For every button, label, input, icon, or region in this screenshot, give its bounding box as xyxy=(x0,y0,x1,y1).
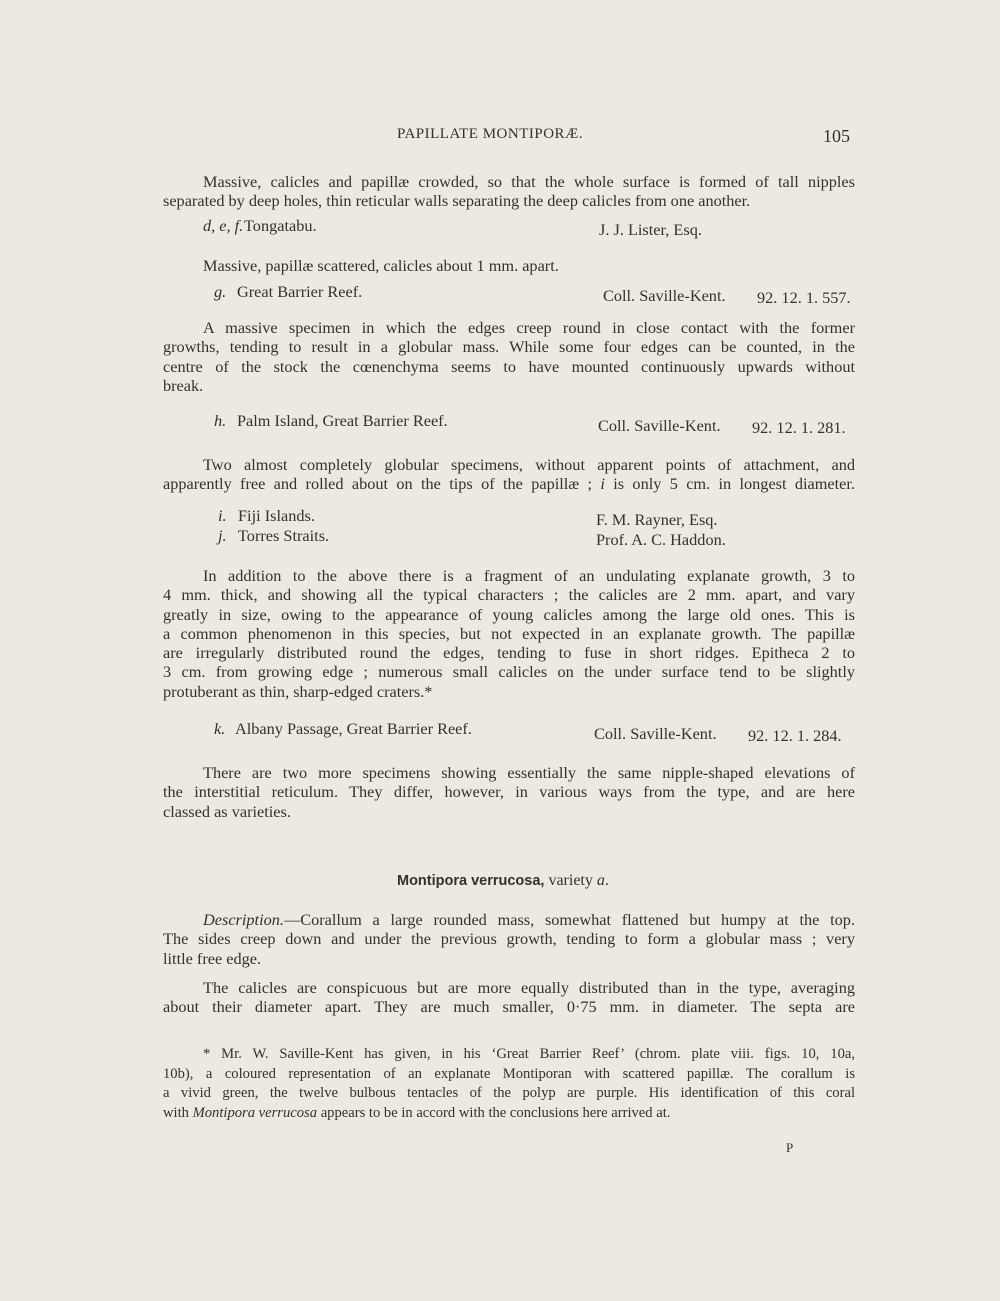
text-line: A massive specimen in which the edges creep round in close contact with the former xyxy=(203,318,855,337)
specimen-def-place: Tongatabu. xyxy=(244,216,317,235)
specimen-g-label: g. xyxy=(214,282,227,301)
specimen-j-label: j. xyxy=(218,526,227,545)
footnote-line: a vivid green, the twelve bulbous tentacles of the polyp are purple. His identification of this coral xyxy=(163,1085,855,1101)
text-line: growths, tending to result in a globular mass. While some four edges can be counted, in the xyxy=(163,337,855,357)
specimen-j-place: Torres Straits. xyxy=(238,526,330,545)
specimen-i-place: Fiji Islands. xyxy=(238,506,315,525)
text-line: The calicles are conspicuous but are more equally distributed than in the type, averaging xyxy=(203,978,855,997)
specimen-k-register: 92. 12. 1. 284. xyxy=(748,726,842,745)
text-line: greatly in size, owing to the appearance of young calicles among the large old ones. This is xyxy=(163,604,855,624)
signature-mark: P xyxy=(786,1140,794,1155)
text-run: —Corallum a large rounded mass, somewhat flattened but humpy at the top. xyxy=(283,910,855,929)
text-line: Two almost completely globular specimens, without apparent points of attachment, and xyxy=(203,455,855,474)
description-lead: Description. xyxy=(203,910,284,929)
specimen-g-register: 92. 12. 1. 557. xyxy=(757,288,851,307)
text-line: protuberant as thin, sharp-edged craters.* xyxy=(163,681,433,701)
page-number: 105 xyxy=(823,126,850,146)
heading-variety-word: variety xyxy=(544,872,597,889)
specimen-h-register: 92. 12. 1. 281. xyxy=(752,418,846,437)
text-line xyxy=(163,474,855,493)
text-line: break. xyxy=(163,375,204,395)
heading-variety-letter: a xyxy=(596,872,605,889)
footnote-line: * Mr. W. Saville-Kent has given, in his ‘Great Barrier Reef’ (chrom. plate viii. figs. 10, 10a, xyxy=(203,1046,855,1062)
running-header: PAPILLATE MONTIPORÆ. xyxy=(397,126,584,142)
text-line: Massive, calicles and papillæ crowded, so that the whole surface is formed of tall nipples xyxy=(203,172,855,191)
paragraph-7 xyxy=(163,910,855,968)
heading-species: Montipora verrucosa, xyxy=(397,873,545,889)
text-line: separated by deep holes, thin reticular walls separating the deep calicles from one another. xyxy=(163,191,751,211)
text-run: is only 5 cm. in longest diameter. xyxy=(604,474,855,494)
text-line: 3 cm. from growing edge ; numerous small calicles on the under surface tend to be slightly xyxy=(163,662,855,682)
footnote-line: 10b), a coloured representation of an explanate Montiporan with scattered papillæ. The corallum is xyxy=(163,1065,855,1082)
text-line: a common phenomenon in this species, but not expected in an explanate growth. The papillæ xyxy=(163,623,855,643)
footnote-line xyxy=(163,1104,855,1124)
text-line: about their diameter apart. They are much smaller, 0·75 mm. in diameter. The septa are xyxy=(163,997,855,1017)
footnote-species: Montipora verrucosa xyxy=(192,1104,318,1121)
paragraph-4 xyxy=(163,455,855,494)
specimen-h-label: h. xyxy=(214,411,227,430)
section-heading xyxy=(397,872,609,890)
specimen-k-collection: Coll. Saville-Kent. xyxy=(594,724,717,743)
text-run: with xyxy=(163,1104,193,1121)
specimen-i-label: i. xyxy=(218,506,227,525)
text-line: 4 mm. thick, and showing all the typical characters ; the calicles are 2 mm. apart, and vary xyxy=(163,585,855,605)
specimen-k-label: k. xyxy=(214,719,226,738)
paragraph-5 xyxy=(163,566,855,701)
text-line: are irregularly distributed round the edges, tending to fuse in short ridges. Epitheca 2 to xyxy=(163,643,855,663)
text-line: little free edge. xyxy=(163,948,262,968)
paragraph-1 xyxy=(163,172,855,211)
specimen-j-collector: Prof. A. C. Haddon. xyxy=(596,530,726,549)
paragraph-3 xyxy=(163,318,855,395)
specimen-h-collection: Coll. Saville-Kent. xyxy=(598,416,721,435)
text-line: centre of the stock the cœnenchyma seems to have mounted continuously upwards without xyxy=(163,356,855,376)
paragraph-8 xyxy=(163,978,855,1017)
text-line: The sides creep down and under the previous growth, tending to form a globular mass ; very xyxy=(163,929,855,949)
text-line: the interstitial reticulum. They differ, however, in various ways from the type, and are here xyxy=(163,782,855,802)
text-line: classed as varieties. xyxy=(163,801,291,821)
paragraph-2: Massive, papillæ scattered, calicles about 1 mm. apart. xyxy=(203,256,559,275)
footnote xyxy=(163,1045,855,1123)
specimen-g-place: Great Barrier Reef. xyxy=(237,282,363,301)
specimen-i-collector: F. M. Rayner, Esq. xyxy=(596,510,718,529)
text-line: In addition to the above there is a fragment of an undulating explanate growth, 3 to xyxy=(203,566,855,585)
specimen-g-collection: Coll. Saville-Kent. xyxy=(603,286,726,305)
text-run: appears to be in accord with the conclusions here arrived at. xyxy=(317,1104,671,1121)
specimen-def-label: d, e, f. xyxy=(203,216,244,235)
text-run-italic: i xyxy=(600,474,605,494)
specimen-h-place: Palm Island, Great Barrier Reef. xyxy=(237,411,448,430)
heading-end: . xyxy=(604,872,609,889)
text-line: There are two more specimens showing essentially the same nipple-shaped elevations of xyxy=(203,763,855,782)
specimen-k-place: Albany Passage, Great Barrier Reef. xyxy=(235,719,472,738)
text-line xyxy=(163,910,855,929)
paragraph-6 xyxy=(163,763,855,821)
text-run: apparently free and rolled about on the tips of the papillæ ; xyxy=(163,474,593,494)
specimen-def-collector: J. J. Lister, Esq. xyxy=(599,220,702,239)
